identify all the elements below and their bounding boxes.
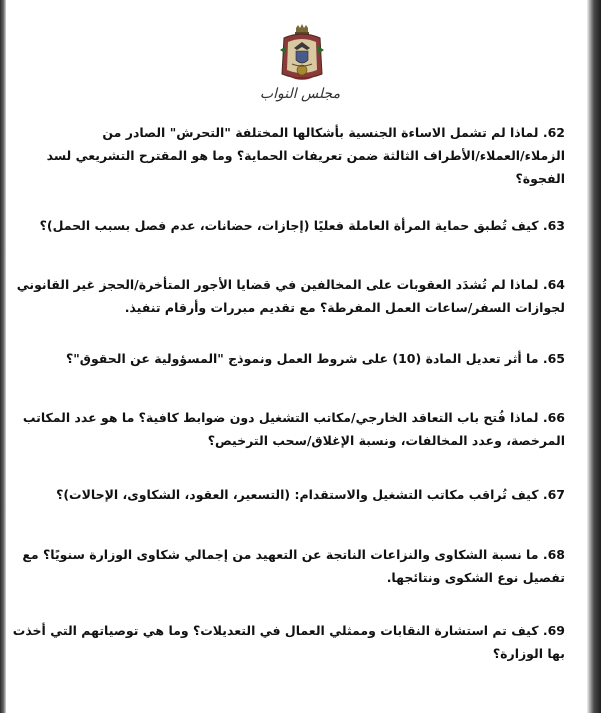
question-69	[12, 619, 565, 665]
question-line	[22, 543, 565, 566]
question-text: ما أثر تعديل المادة (10) على شروط العمل ونموذج "المسؤولية عن الحقوق"؟	[66, 351, 539, 366]
question-number: 65.	[542, 351, 565, 366]
council-name: مجلس النواب	[259, 86, 341, 102]
question-number: 66.	[542, 410, 565, 425]
question-text: لجوازات السفر/ساعات العمل المفرطة؟ مع تقديم مبررات وأرقام تنفيذ.	[124, 300, 565, 315]
question-text: ما نسبة الشكاوى والنزاعات الناتجة عن التعهيد من إجمالي شكاوى الوزارة سنويًا؟ مع	[22, 547, 539, 562]
question-text: بها الوزارة؟	[492, 646, 565, 661]
question-text: تفصيل نوع الشكوى ونتائجها.	[386, 570, 565, 585]
question-text: كيف تم استشارة النقابات وممثلي العمال في التعديلات؟ وما هي توصياتهم التي أخذت	[12, 623, 539, 638]
question-68	[22, 543, 565, 589]
question-64	[16, 273, 565, 319]
question-number: 62.	[542, 125, 565, 140]
question-number: 63.	[542, 218, 565, 233]
question-66	[22, 406, 565, 452]
question-number: 64.	[542, 277, 565, 292]
question-number: 69.	[542, 623, 565, 638]
question-line	[16, 273, 565, 296]
question-text: الزملاء/العملاء/الأطراف الثالثة ضمن تعريفات الحماية؟ وما هو المقترح التشريعي لسد	[46, 148, 565, 163]
question-text: المرخصة، وعدد المخالفات، ونسبة الإغلاق/سحب الترخيص؟	[207, 433, 565, 448]
coat-of-arms-icon	[278, 24, 326, 84]
scan-edge-left	[0, 0, 6, 713]
question-text: الفجوة؟	[515, 171, 565, 186]
question-65	[45, 347, 565, 370]
question-line	[39, 214, 565, 237]
question-line	[45, 483, 565, 506]
question-number: 68.	[542, 547, 565, 562]
question-text: لماذا فُتح باب التعاقد الخارجي/مكاتب التشغيل دون ضوابط كافية؟ ما هو عدد المكاتب	[22, 410, 539, 425]
question-line	[22, 406, 565, 429]
question-63	[39, 214, 565, 237]
question-line	[12, 619, 565, 642]
question-line	[45, 121, 565, 144]
question-text: لماذا لم تُشدَد العقوبات على المخالفين في قضايا الأجور المتأخرة/الحجز غير القانوني	[16, 277, 539, 292]
question-text: كيف تُطبق حماية المرأة العاملة فعليًا (إجازات، حضانات، عدم فصل بسبب الحمل)؟	[39, 218, 539, 233]
question-62	[45, 121, 565, 190]
question-line	[45, 347, 565, 370]
question-text: لماذا لم تشمل الاساءة الجنسية بأشكالها المختلفة "التحرش" الصادر من	[102, 125, 539, 140]
scan-edge-right	[587, 0, 601, 713]
question-67	[45, 483, 565, 506]
question-text: كيف تُراقب مكاتب التشغيل والاستقدام: (التسعير، العقود، الشكاوى، الإحالات)؟	[56, 487, 539, 502]
question-number: 67.	[542, 487, 565, 502]
